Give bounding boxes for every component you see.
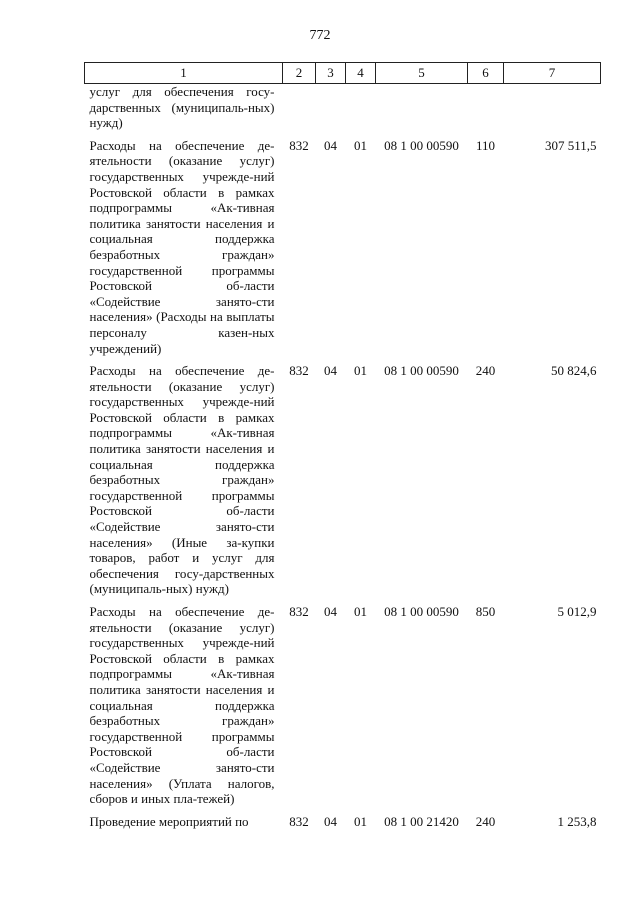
row-grbs: 832 <box>289 813 309 829</box>
row-description: Расходы на обеспечение де-ятельности (оказание услуг) государственных учрежде-ний Ростовской области в рамках подпрограммы «Ак-тивная политика занятости населения и социальная поддержка безработных граждан» государственной программы Ростовской об-ласти «Содействие занято-сти населения» (Уплата налогов, сборов и иных пла-тежей) <box>89 604 275 807</box>
row-amount: 307 511,5 <box>544 137 597 153</box>
row-amount <box>504 84 601 131</box>
table-row <box>85 807 601 830</box>
row-csr: 08 1 00 00590 <box>384 363 459 379</box>
header-col-6: 6 <box>468 63 504 84</box>
table-row <box>85 356 601 597</box>
row-razdel <box>316 84 346 131</box>
header-col-5: 5 <box>376 63 468 84</box>
row-grbs: 832 <box>289 363 309 379</box>
page-number: 772 <box>309 28 331 43</box>
row-description: Расходы на обеспечение де-ятельности (оказание услуг) государственных учрежде-ний Ростовской области в рамках подпрограммы «Ак-тивная политика занятости населения и социальная поддержка безработных граждан» государственной программы Ростовской об-ласти «Содействие занято-сти населения» (Иные за-купки товаров, работ и услуг для обеспечения госу-дарственных (муниципаль-ных) нужд) <box>89 363 275 597</box>
header-col-2: 2 <box>283 63 316 84</box>
row-podrazdel: 01 <box>354 363 367 379</box>
row-csr: 08 1 00 00590 <box>384 604 459 619</box>
row-vr: 110 <box>475 137 496 153</box>
header-col-3: 3 <box>316 63 346 84</box>
row-grbs: 832 <box>289 137 309 153</box>
row-grbs <box>283 84 316 131</box>
row-grbs: 832 <box>289 604 309 619</box>
header-row <box>85 63 601 84</box>
row-vr: 240 <box>475 363 496 379</box>
row-razdel: 04 <box>324 363 337 379</box>
row-description: Расходы на обеспечение де-ятельности (оказание услуг) государственных учрежде-ний Ростовской области в рамках подпрограммы «Ак-тивная политика занятости населения и социальная поддержка безработных граждан» государственной программы Ростовской об-ласти «Содействие занято-сти населения» (Расходы на выплаты персоналу казен-ных учреждений) <box>89 137 275 356</box>
row-vr: 240 <box>475 813 496 829</box>
header-col-7: 7 <box>504 63 601 84</box>
row-csr: 08 1 00 21420 <box>384 813 459 829</box>
row-vr <box>468 84 504 131</box>
budget-table <box>84 62 601 829</box>
table-row <box>85 597 601 807</box>
header-col-1: 1 <box>85 63 283 84</box>
row-podrazdel <box>346 84 376 131</box>
row-csr <box>376 84 468 131</box>
row-razdel: 04 <box>324 137 337 153</box>
row-podrazdel: 01 <box>354 604 367 619</box>
row-amount: 50 824,6 <box>551 363 597 379</box>
table-body <box>85 84 601 830</box>
header-col-4: 4 <box>346 63 376 84</box>
row-podrazdel: 01 <box>354 137 367 153</box>
row-podrazdel: 01 <box>354 813 367 829</box>
table-row <box>85 131 601 356</box>
row-description: Проведение мероприятий по <box>89 813 249 829</box>
row-razdel: 04 <box>324 604 337 619</box>
row-amount: 1 253,8 <box>557 813 597 829</box>
table-row <box>85 84 601 131</box>
row-description: услуг для обеспечения госу-дарственных (муниципаль-ных) нужд) <box>89 84 275 131</box>
row-amount: 5 012,9 <box>557 604 597 619</box>
row-vr: 850 <box>475 604 496 619</box>
row-razdel: 04 <box>324 813 337 829</box>
table-header <box>85 63 601 84</box>
row-csr: 08 1 00 00590 <box>384 137 459 153</box>
